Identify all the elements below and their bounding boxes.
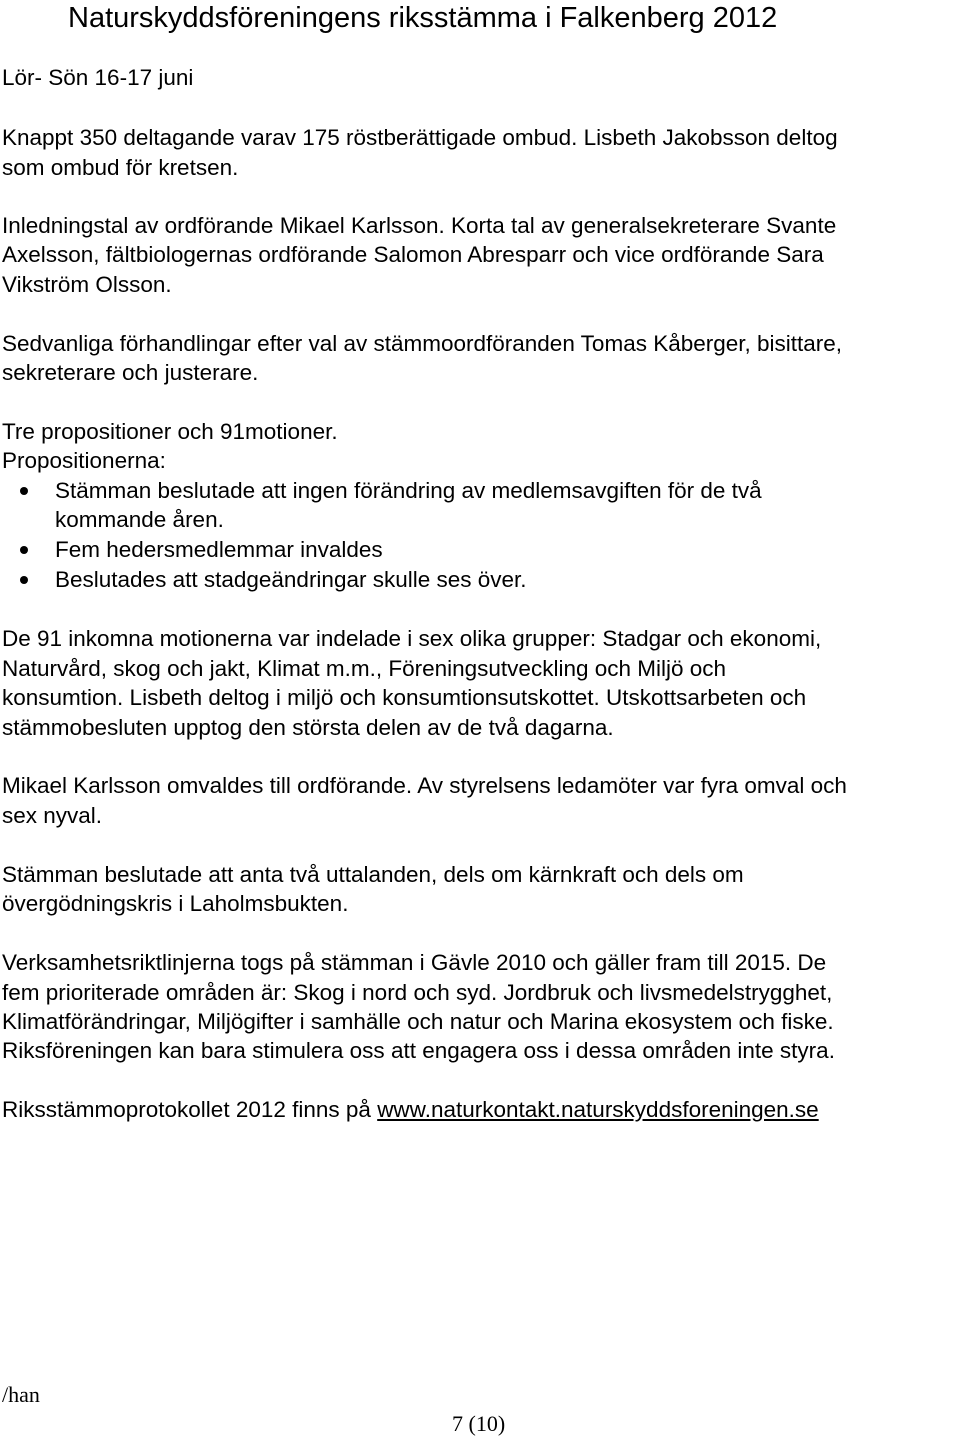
page-number: 7 (10) [452,1411,506,1436]
paragraph-statements-line-2: övergödningskris i Laholmsbukten. [2,891,349,916]
bullet-item-3: Beslutades att stadgeändringar skulle ses över. [55,567,527,592]
paragraph-statements-line-1: Stämman beslutade att anta två uttalanden, dels om kärnkraft och dels om [2,862,744,887]
paragraph-proceedings-line-2: sekreterare och justerare. [2,360,259,385]
paragraph-speeches-line-2: Axelsson, fältbiologernas ordförande Salomon Abresparr och vice ordförande Sara [2,242,824,267]
bullet-marker [20,576,28,584]
paragraph-speeches-line-1: Inledningstal av ordförande Mikael Karlsson. Korta tal av generalsekreterare Svante [2,213,837,238]
bullet-marker [20,546,28,554]
protocol-link[interactable]: www.naturkontakt.naturskyddsforeningen.se [377,1097,819,1122]
page-title: Naturskyddsföreningens riksstämma i Falkenberg 2012 [68,2,778,34]
paragraph-propositions-line-1: Tre propositioner och 91motioner. [2,419,338,444]
paragraph-motions-line-3: konsumtion. Lisbeth deltog i miljö och konsumtionsutskottet. Utskottsarbeten och [2,685,807,710]
paragraph-guidelines-line-4: Riksföreningen kan bara stimulera oss att engagera oss i dessa områden inte styra. [2,1038,835,1063]
paragraph-motions-line-4: stämmobesluten upptog den största delen av de två dagarna. [2,715,614,740]
bullet-item-2: Fem hedersmedlemmar invaldes [55,537,383,562]
paragraph-guidelines-line-3: Klimatförändringar, Miljögifter i samhälle och natur och Marina ekosystem och fiske. [2,1009,834,1034]
paragraph-motions-line-1: De 91 inkomna motionerna var indelade i sex olika grupper: Stadgar och ekonomi, [2,626,822,651]
paragraph-speeches-line-3: Vikström Olsson. [2,272,172,297]
author-initials: /han [2,1382,40,1407]
paragraph-protocol [2,1095,819,1125]
paragraph-proceedings-line-1: Sedvanliga förhandlingar efter val av stämmoordföranden Tomas Kåberger, bisittare, [2,331,843,356]
paragraph-attendance-line-1: Knappt 350 deltagande varav 175 röstberättigade ombud. Lisbeth Jakobsson deltog [2,125,838,150]
paragraph-guidelines-line-1: Verksamhetsriktlinjerna togs på stämman i Gävle 2010 och gäller fram till 2015. De [2,950,827,975]
paragraph-election-line-1: Mikael Karlsson omvaldes till ordförande. Av styrelsens ledamöter var fyra omval och [2,773,847,798]
paragraph-guidelines-line-2: fem prioriterade områden är: Skog i nord och syd. Jordbruk och livsmedelstrygghet, [2,980,833,1005]
bullet-item-1-line-2: kommande åren. [55,507,224,532]
paragraph-election-line-2: sex nyval. [2,803,103,828]
paragraph-attendance-line-2: som ombud för kretsen. [2,155,239,180]
bullet-marker [20,487,28,495]
bullet-item-1-line-1: Stämman beslutade att ingen förändring av medlemsavgiften för de två [55,478,762,503]
protocol-text: Riksstämmoprotokollet 2012 finns på [2,1097,378,1122]
paragraph-motions-line-2: Naturvård, skog och jakt, Klimat m.m., Föreningsutveckling och Miljö och [2,656,727,681]
paragraph-propositions-line-2: Propositionerna: [2,448,166,473]
meeting-date: Lör- Sön 16-17 juni [2,65,194,90]
